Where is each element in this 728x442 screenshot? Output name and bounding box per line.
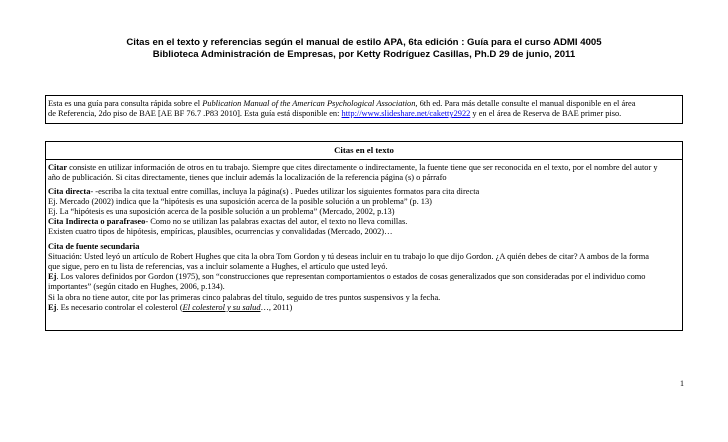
example-1: Ej. Mercado (2002) indica que la “hipótesis es una suposición acerca de la posible solución a un problema” (p. 13) <box>48 196 432 206</box>
manual-title: Publication Manual of the American Psychological Association <box>202 99 416 108</box>
situacion-line-1: Situación: Usted leyó un artículo de Robert Hughes que cita la obra Tom Gordon y tú deseas incluir en tu trabajo lo que dijo Gordon. ¿A quién debes de citar? A ambos de la forma <box>48 251 649 261</box>
citar-definition: Citar consiste en utilizar información de otros en tu trabajo. Siempre que cites directamente o indirectamente, la fuente tiene que ser reconocida en el texto, por el nombre del autor y <box>48 163 658 173</box>
indirecta-example: Existen cuatro tipos de hipótesis, empíricas, plausibles, ocurrencias y convalidadas (Mercado, 2002)… <box>48 227 393 237</box>
cita-indirecta-term: Cita Indirecta o parafraseo <box>48 217 146 227</box>
cita-directa-line: Cita directa- -escriba la cita textual entre comillas, incluya la página(s) . Puedes utilizar los siguientes formatos para cita directa <box>48 186 480 196</box>
title-line-1: Citas en el texto y referencias según el manual de estilo APA, 6ta edición : Guía para el curso ADMI 4005 <box>126 37 602 48</box>
page-number: 1 <box>680 379 684 388</box>
citas-box <box>45 141 683 331</box>
example-3: Ej. Los valores definidos por Gordon (1975), son “construcciones que representan comportamientos o estados de cosas generalizados que son consideradas por el individuo como <box>48 272 646 282</box>
citar-term: Citar <box>48 163 68 173</box>
slideshare-link[interactable]: http://www.slideshare.net/caketty2922 <box>341 109 471 119</box>
intro-line-2: de Referencia, 2do piso de BAE [AE BF 76.7 .P83 2010]. Esta guía está disponible en: http://www.slideshare.net/caketty2922 y en el área de Reserva de BAE primer piso. <box>48 109 622 119</box>
example-2: Ej. La “hipótesis es una suposición acerca de la posible solución a un problema” (Mercado, 2002, p.13) <box>48 207 395 217</box>
title-line-2: Biblioteca Administración de Empresas, por Ketty Rodríguez Casillas, Ph.D 29 de junio, 2011 <box>152 49 576 60</box>
situacion-line-2: que sigue, pero en tu lista de referencias, vas a incluir solamente a Hughes, el artículo que usted leyó. <box>48 262 388 272</box>
intro-line-1: Esta es una guía para consulta rápida sobre el Publication Manual of the American Psychological Association, 6th ed. Para más detalle consulte el manual disponible en el área <box>48 99 636 108</box>
intro-box <box>45 95 683 124</box>
citar-definition-cont: año de publicación. Si citas directamente, tienes que incluir además la localización de la referencia página (s) o párrafo <box>48 173 447 183</box>
fuente-secundaria-heading: Cita de fuente secundaria <box>48 241 140 251</box>
cita-indirecta-line: Cita Indirecta o parafraseo- Como no se utilizan las palabras exactas del autor, el texto no lleva comillas. <box>48 217 408 227</box>
colesterol-title: El colesterol y su salud <box>182 302 261 312</box>
example-4: Ej. Es necesario controlar el colesterol (El colesterol y su salud…, 2011) <box>48 302 293 312</box>
cita-directa-term: Cita directa <box>48 186 91 196</box>
example-3-cont: importantes” (según citado en Hughes, 2006, p.134). <box>48 282 225 292</box>
sin-autor-line: Si la obra no tiene autor, cite por las primeras cinco palabras del título, seguido de tres puntos suspensivos y la fecha. <box>48 292 441 302</box>
citas-section-title: Citas en el texto <box>46 142 682 160</box>
